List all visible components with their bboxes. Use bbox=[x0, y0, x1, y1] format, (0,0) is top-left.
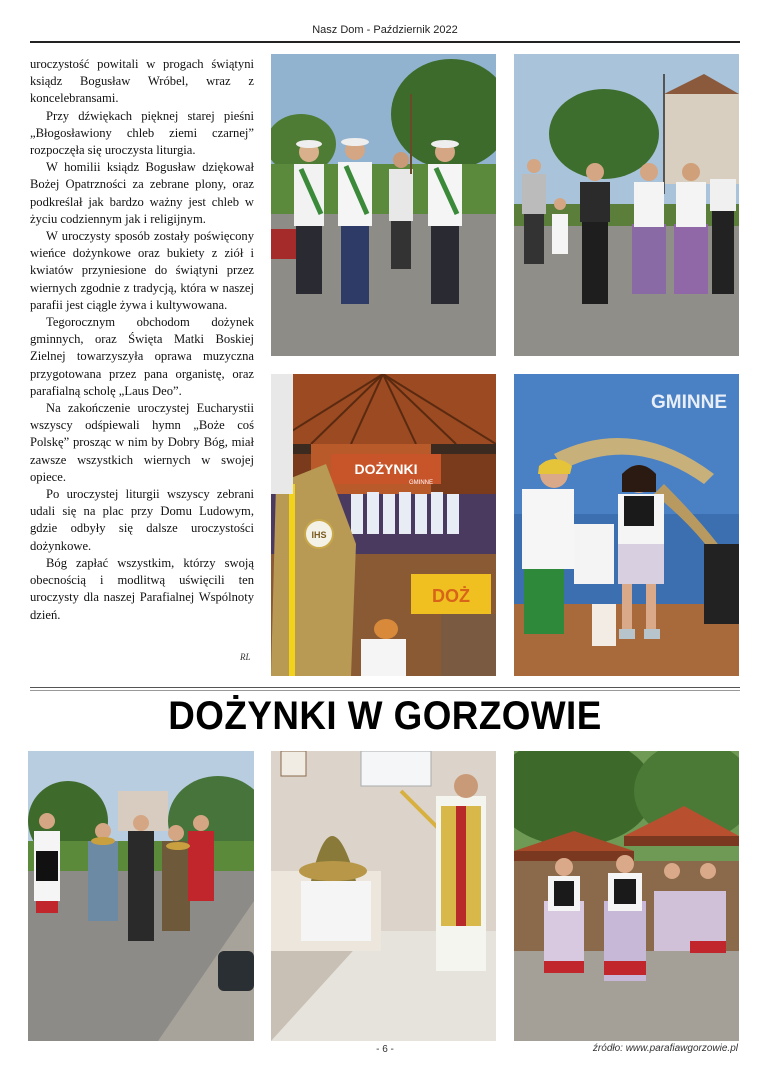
photo-street-procession bbox=[28, 751, 254, 1041]
article-paragraph: Na zakończenie uroczystej Eucharystii wszyscy odśpiewali hymn „Boże coś Polskę” prosząc w nim by Dobry Bóg, miał zawsze wszystkich wiernych w swojej opiece. bbox=[30, 401, 254, 484]
article-text bbox=[30, 56, 254, 624]
photo-stage-wreath bbox=[271, 374, 496, 676]
article-paragraph: W homilii ksiądz Bogusław dziękował Bożej Opatrzności za zebrane plony, oraz podkreślał jak bardzo ważny jest chleb w życiu codziennym jak i religijnym. bbox=[30, 160, 254, 226]
backdrop-text: GMINNE bbox=[651, 392, 727, 413]
article-paragraph: uroczystość powitali w progach świątyni ksiądz Bogusław Wróbel, wraz z koncelebransami. bbox=[30, 57, 254, 106]
photo-procession-sashes bbox=[271, 54, 496, 356]
wreath-bottom-label: DOŻ bbox=[432, 586, 470, 606]
photo-procession-women bbox=[514, 54, 739, 356]
wreath-ihs-label: IHS bbox=[311, 530, 327, 540]
stage-banner-subtext: GMINNE bbox=[409, 480, 433, 486]
article-paragraph: Przy dźwiękach pięknej starej pieśni „Błogosławiony chleb ziemi czarnej” rozpoczęła się uroczysta liturgia. bbox=[30, 108, 254, 158]
section-rule-bottom bbox=[30, 690, 740, 691]
running-header: Nasz Dom - Październik 2022 bbox=[312, 24, 458, 36]
photo-folk-costumes bbox=[514, 751, 739, 1041]
photo-church-blessing bbox=[271, 751, 496, 1041]
article-paragraph: W uroczysty sposób zostały poświęcony wieńce dożynkowe oraz bukiety z ziół i kwiatów przyniesione do świątyni przez wiernych zgodnie z tradycją, która w naszej parafii jest ciągle żywa i kultywowana. bbox=[30, 229, 254, 312]
article-paragraph: Bóg zapłać wszystkim, którzy swoją obecnością i modlitwą uświęcili ten uroczysty dla naszej Parafialnej Wspólnoty dzień. bbox=[30, 555, 254, 622]
page-number: - 6 - bbox=[376, 1044, 394, 1055]
section-rule-top bbox=[30, 687, 740, 688]
stage-banner-text: DOŻYNKI bbox=[354, 461, 418, 477]
author-signature: RL bbox=[240, 652, 251, 662]
photo-source: źródło: www.parafiawgorzowie.pl bbox=[592, 1043, 738, 1054]
article-paragraph: Po uroczystej liturgii wszyscy zebrani udali się na plac przy Domu Ludowym, gdzie odbyły się dalsze uroczystości dożynkowe. bbox=[30, 487, 254, 553]
photo-folk-performers bbox=[514, 374, 739, 676]
header-rule bbox=[30, 41, 740, 43]
article-paragraph: Tegorocznym obchodom dożynek gminnych, oraz Święta Matki Boskiej Zielnej towarzyszyła oprawa muzyczna przygotowana przez pana organistę, oraz parafialną scholę „Laus Deo”. bbox=[30, 315, 254, 398]
section-heading: DOŻYNKI W GORZOWIE bbox=[168, 694, 602, 738]
